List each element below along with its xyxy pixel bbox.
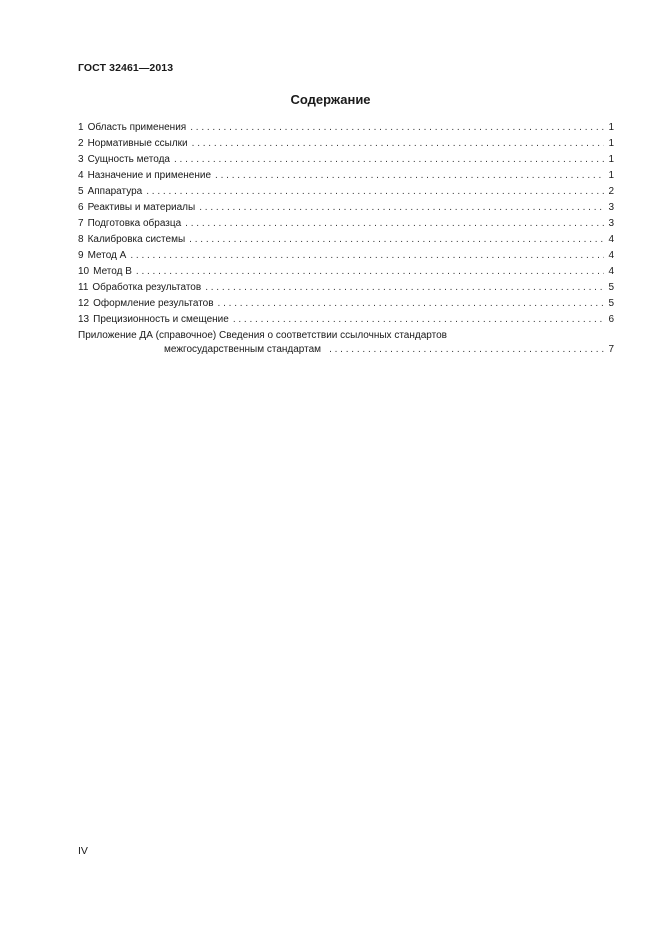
- toc-item[interactable]: [78, 136, 614, 152]
- toc-leader-dots: [199, 200, 604, 216]
- toc-appendix-continuation: [78, 343, 614, 357]
- toc-appendix-title: Приложение ДА (справочное) Сведения о соответствии ссылочных стандартов: [78, 330, 447, 341]
- toc-item-label: Метод А: [87, 250, 127, 261]
- toc-title: Содержание: [290, 92, 371, 107]
- toc-item[interactable]: [78, 184, 614, 200]
- toc-appendix-item[interactable]: [78, 329, 614, 357]
- toc-item-page: 3: [608, 202, 614, 213]
- toc-item[interactable]: [78, 120, 614, 136]
- toc-item-label: Аппаратура: [87, 186, 143, 197]
- table-of-contents: [78, 120, 614, 357]
- toc-item-label: Реактивы и материалы: [87, 202, 196, 213]
- toc-item-number: 6: [78, 202, 84, 213]
- toc-item-number: 5: [78, 186, 84, 197]
- toc-item-number: 4: [78, 170, 84, 181]
- toc-item-page: 4: [608, 250, 614, 261]
- toc-leader-dots: [215, 168, 604, 184]
- toc-item-page: 4: [608, 266, 614, 277]
- toc-leader-dots: [192, 136, 605, 152]
- toc-item-label: Метод В: [93, 266, 132, 277]
- toc-leader-dots: [185, 216, 604, 232]
- toc-leader-dots: [190, 120, 604, 136]
- toc-item-number: 10: [78, 266, 90, 277]
- toc-leader-dots: [136, 264, 605, 280]
- toc-item-page: 1: [608, 122, 614, 133]
- toc-item-label: Сущность метода: [87, 154, 170, 165]
- toc-item[interactable]: [78, 296, 614, 312]
- toc-leader-dots: [189, 232, 604, 248]
- toc-item-number: 3: [78, 154, 84, 165]
- page-number: IV: [78, 845, 88, 857]
- toc-item-page: 6: [608, 314, 614, 325]
- toc-leader-dots: [146, 184, 604, 200]
- toc-item-page: 1: [608, 170, 614, 181]
- toc-item-page: 1: [608, 138, 614, 149]
- toc-item-number: 11: [78, 282, 89, 293]
- toc-item[interactable]: [78, 232, 614, 248]
- toc-item[interactable]: [78, 248, 614, 264]
- toc-item-label: Нормативные ссылки: [87, 138, 188, 149]
- toc-leader-dots: [329, 343, 604, 357]
- toc-item[interactable]: [78, 168, 614, 184]
- toc-item-label: Обработка результатов: [92, 282, 202, 293]
- toc-item-label: Назначение и применение: [87, 170, 212, 181]
- toc-item[interactable]: [78, 280, 614, 296]
- document-header: ГОСТ 32461—2013: [78, 62, 174, 74]
- toc-item-page: 5: [608, 298, 614, 309]
- toc-item-number: 1: [78, 122, 84, 133]
- toc-item-page: 5: [608, 282, 614, 293]
- toc-item-page: 7: [608, 344, 614, 355]
- toc-item[interactable]: [78, 264, 614, 280]
- toc-item-number: 9: [78, 250, 84, 261]
- toc-item-number: 2: [78, 138, 84, 149]
- toc-item[interactable]: [78, 216, 614, 232]
- toc-item-page: 4: [608, 234, 614, 245]
- toc-leader-dots: [130, 248, 604, 264]
- toc-item-number: 8: [78, 234, 84, 245]
- toc-item-label: Область применения: [87, 122, 187, 133]
- toc-item-page: 1: [608, 154, 614, 165]
- toc-item-number: 13: [78, 314, 90, 325]
- toc-item-page: 2: [608, 186, 614, 197]
- toc-leader-dots: [205, 280, 604, 296]
- toc-item-number: 12: [78, 298, 90, 309]
- toc-item[interactable]: [78, 312, 614, 328]
- toc-item-label: Подготовка образца: [87, 218, 182, 229]
- toc-item-label: Оформление результатов: [93, 298, 214, 309]
- toc-leader-dots: [174, 152, 604, 168]
- toc-appendix-subtitle: межгосударственным стандартам: [164, 344, 322, 355]
- toc-item[interactable]: [78, 200, 614, 216]
- toc-leader-dots: [218, 296, 605, 312]
- toc-leader-dots: [233, 312, 605, 328]
- toc-item-page: 3: [608, 218, 614, 229]
- toc-item-label: Прецизионность и смещение: [93, 314, 229, 325]
- toc-item-number: 7: [78, 218, 84, 229]
- toc-item[interactable]: [78, 152, 614, 168]
- toc-item-label: Калибровка системы: [87, 234, 186, 245]
